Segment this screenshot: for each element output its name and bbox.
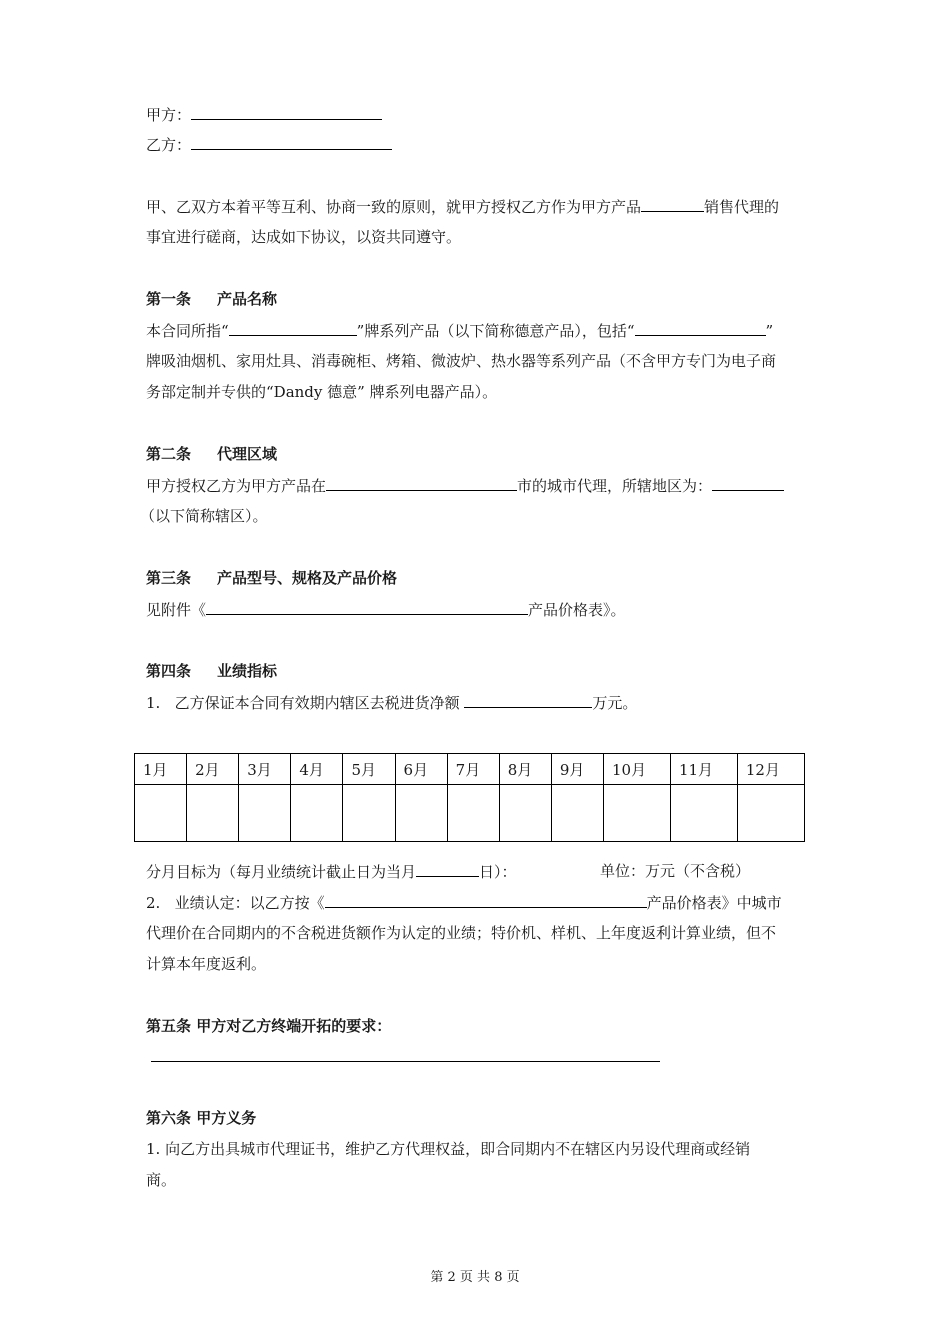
art3-attachment-blank [206,599,528,615]
month-header: 2月 [187,754,239,785]
art6-heading: 第六条 甲方义务 [146,1109,257,1127]
art6-para-1-line-2: 商。 [146,1171,177,1189]
month-header: 5月 [343,754,395,785]
art1-text-c: ” [765,322,774,340]
month-header: 8月 [499,754,551,785]
month-value-cell[interactable] [603,785,670,842]
art4-p2-text-b: 产品价格表》中城市 [646,894,782,912]
art1-text-a: 本合同所指“ [146,322,229,340]
art2-line-1 [146,475,784,496]
party-a-blank [191,104,382,120]
art2-number: 第二条 [146,445,192,463]
intro-text-b: 销售代理的 [704,198,780,216]
month-value-cell[interactable] [239,785,291,842]
art4-title: 业绩指标 [217,662,278,680]
art2-city-blank [326,475,517,491]
month-header: 12月 [737,754,804,785]
art1-heading [146,289,277,309]
cutoff-day-blank [416,861,479,877]
art4-p2-text-a: 2. 业绩认定：以乙方按《 [146,894,325,912]
art3-title: 产品型号、规格及产品价格 [217,569,398,587]
intro-line-1 [146,196,779,217]
art4-para-2-line-3: 计算本年度返利。 [146,955,267,973]
intro-line-2: 事宜进行磋商，达成如下协议，以资共同遵守。 [146,228,462,246]
art3-text-b: 产品价格表》。 [528,601,626,619]
art1-brand-blank-2 [635,320,766,336]
month-value-cell[interactable] [499,785,551,842]
art3-heading [146,568,397,588]
art4-para-2-line-2: 代理价在合同期内的不含税进货额作为认定的业绩；特价机、样机、上年度返利计算业绩，但不 [146,924,777,942]
target-text-a: 分月目标为（每月业绩统计截止日为当月 [146,863,417,881]
party-a-line [146,104,382,125]
art3-text-a: 见附件《 [146,601,207,619]
art5-heading: 第五条 甲方对乙方终端开拓的要求： [146,1017,392,1035]
month-header: 9月 [551,754,603,785]
month-header-row [135,754,805,785]
art5-requirement-blank [151,1061,660,1062]
target-text-b: 日）： [479,863,517,881]
intro-text-a: 甲、乙双方本着平等互利、协商一致的原则，就甲方授权乙方作为甲方产品 [146,198,642,216]
month-value-cell[interactable] [135,785,187,842]
month-value-cell[interactable] [670,785,737,842]
party-a-label: 甲方： [146,106,192,124]
month-value-cell[interactable] [737,785,804,842]
month-header: 7月 [447,754,499,785]
art4-number: 第四条 [146,662,192,680]
page-number: 第 2 页 共 8 页 [430,1270,520,1285]
art1-number: 第一条 [146,290,192,308]
art4-para-2-line-1 [146,892,782,913]
month-header: 10月 [603,754,670,785]
art2-text-a: 甲方授权乙方为甲方产品在 [146,477,327,495]
art3-number: 第三条 [146,569,192,587]
month-header: 4月 [291,754,343,785]
art1-title: 产品名称 [217,290,278,308]
art2-text-b: 市的城市代理，所辖地区为： [517,477,713,495]
month-header: 6月 [395,754,447,785]
month-value-row [135,785,805,842]
art2-title: 代理区域 [217,445,278,463]
monthly-target-table [134,753,805,842]
party-b-line [146,134,392,155]
art4-p1-text-a: 1. 乙方保证本合同有效期内辖区去税进货净额 [146,694,465,712]
month-header: 1月 [135,754,187,785]
art4-monthly-target-line [146,861,517,882]
art6-para-1-line-1: 1. 向乙方出具城市代理证书，维护乙方代理权益，即合同期内不在辖区内另设代理商或经销 [146,1140,751,1158]
month-value-cell[interactable] [447,785,499,842]
art1-brand-blank-1 [229,320,357,336]
month-value-cell[interactable] [343,785,395,842]
art1-line-3: 务部定制并专供的“Dandy 德意” 牌系列电器产品）。 [146,383,498,401]
month-value-cell[interactable] [551,785,603,842]
art1-line-1 [146,320,773,341]
art4-p1-text-b: 万元。 [592,694,638,712]
month-header: 11月 [670,754,737,785]
art4-price-list-blank [325,892,647,908]
art2-region-blank [712,475,784,491]
art3-line-1 [146,599,626,620]
art4-para-1 [146,692,637,713]
intro-blank [641,196,704,212]
art4-heading [146,661,277,681]
art1-line-2: 牌吸油烟机、家用灶具、消毒碗柜、烤箱、微波炉、热水器等系列产品（不含甲方专门为电子商 [146,352,777,370]
art2-line-2: （以下简称辖区）。 [140,507,268,525]
party-b-label: 乙方： [146,136,192,154]
party-b-blank [191,134,392,150]
art4-amount-blank [464,692,592,708]
month-value-cell[interactable] [187,785,239,842]
art1-text-b: ”牌系列产品（以下简称德意产品），包括“ [356,322,635,340]
unit-note: 单位：万元（不含税） [600,862,751,880]
month-value-cell[interactable] [291,785,343,842]
month-value-cell[interactable] [395,785,447,842]
month-header: 3月 [239,754,291,785]
art2-heading [146,444,277,464]
